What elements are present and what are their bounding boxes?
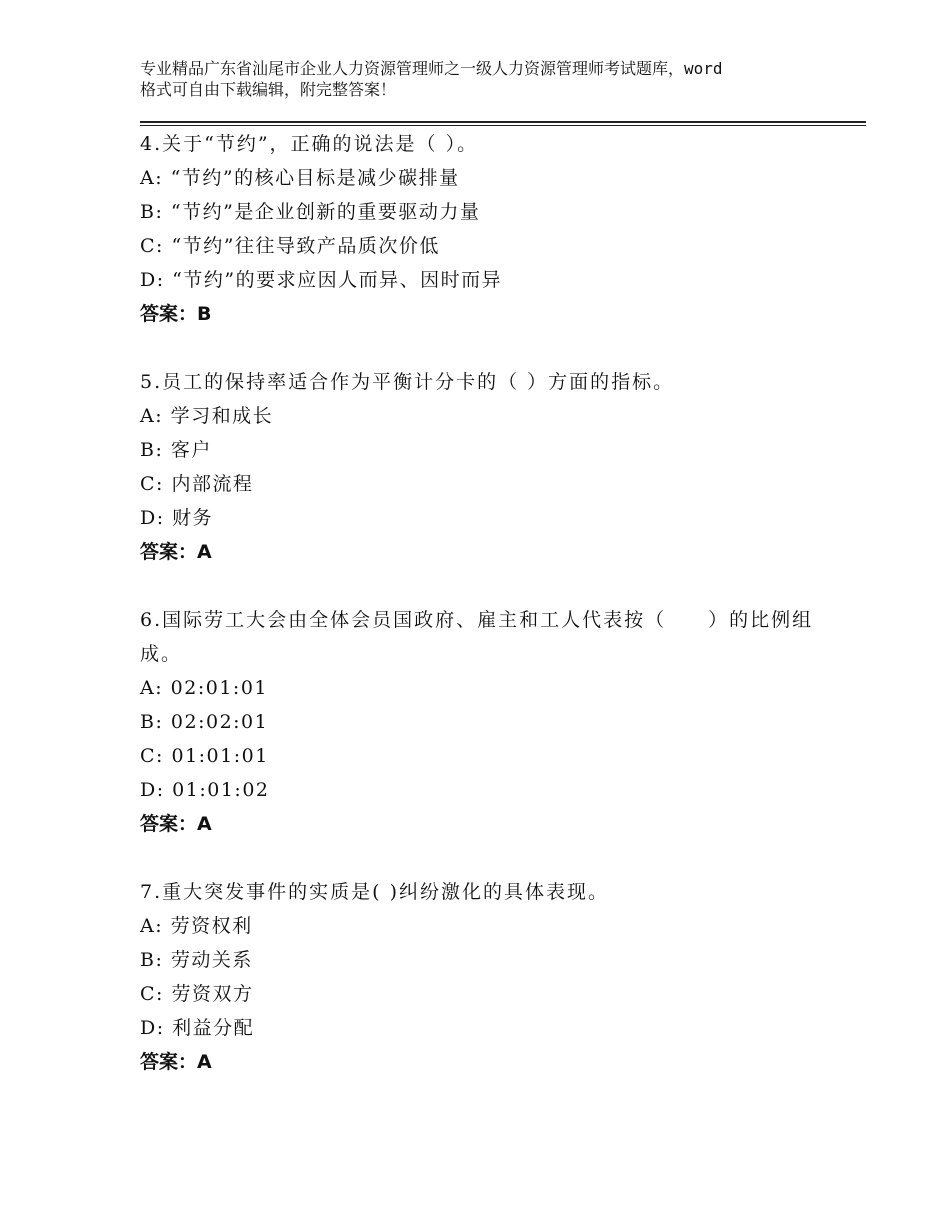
option-d: D: 财务 (140, 507, 214, 529)
option-b: B: 劳动关系 (140, 949, 253, 971)
option-c: C: 内部流程 (140, 473, 254, 495)
header-line-2: 格式可自由下载编辑，附完整答案！ (140, 80, 397, 99)
header-rule-thick (140, 121, 866, 123)
option-a: A: 02:01:01 (140, 677, 268, 699)
question-6 (140, 603, 840, 841)
question-text: 5.员工的保持率适合作为平衡计分卡的（ ）方面的指标。 (140, 371, 675, 393)
option-a: A: 劳资权利 (140, 915, 253, 937)
answer-label: 答案：A (140, 813, 212, 835)
option-a: A: 学习和成长 (140, 405, 274, 427)
option-c: C: “节约”往往导致产品质次价低 (140, 235, 440, 257)
answer-label: 答案：A (140, 541, 212, 563)
option-b: B: 02:02:01 (140, 711, 269, 733)
option-b: B: 客户 (140, 439, 212, 461)
option-b: B: “节约”是企业创新的重要驱动力量 (140, 201, 481, 223)
option-c: C: 01:01:01 (140, 745, 269, 767)
option-d: D: “节约”的要求应因人而异、因时而异 (140, 269, 503, 291)
question-5 (140, 365, 840, 569)
answer-label: 答案：A (140, 1051, 212, 1073)
header-line-1: 专业精品广东省汕尾市企业人力资源管理师之一级人力资源管理师考试题库，word (140, 59, 723, 78)
question-text: 4.关于“节约”，正确的说法是（ ）。 (140, 133, 479, 155)
header-rule-thin (140, 125, 866, 126)
question-list (140, 127, 840, 1113)
option-a: A: “节约”的核心目标是减少碳排量 (140, 167, 460, 189)
answer-label: 答案：B (140, 303, 212, 325)
question-4 (140, 127, 840, 331)
option-d: D: 利益分配 (140, 1017, 255, 1039)
question-7 (140, 875, 840, 1079)
option-d: D: 01:01:02 (140, 779, 270, 801)
question-text: 6.国际劳工大会由全体会员国政府、雇主和工人代表按（ ）的比例组成。 (140, 609, 814, 665)
document-header (140, 58, 840, 100)
question-text: 7.重大突发事件的实质是( )纠纷激化的具体表现。 (140, 881, 609, 903)
option-c: C: 劳资双方 (140, 983, 254, 1005)
